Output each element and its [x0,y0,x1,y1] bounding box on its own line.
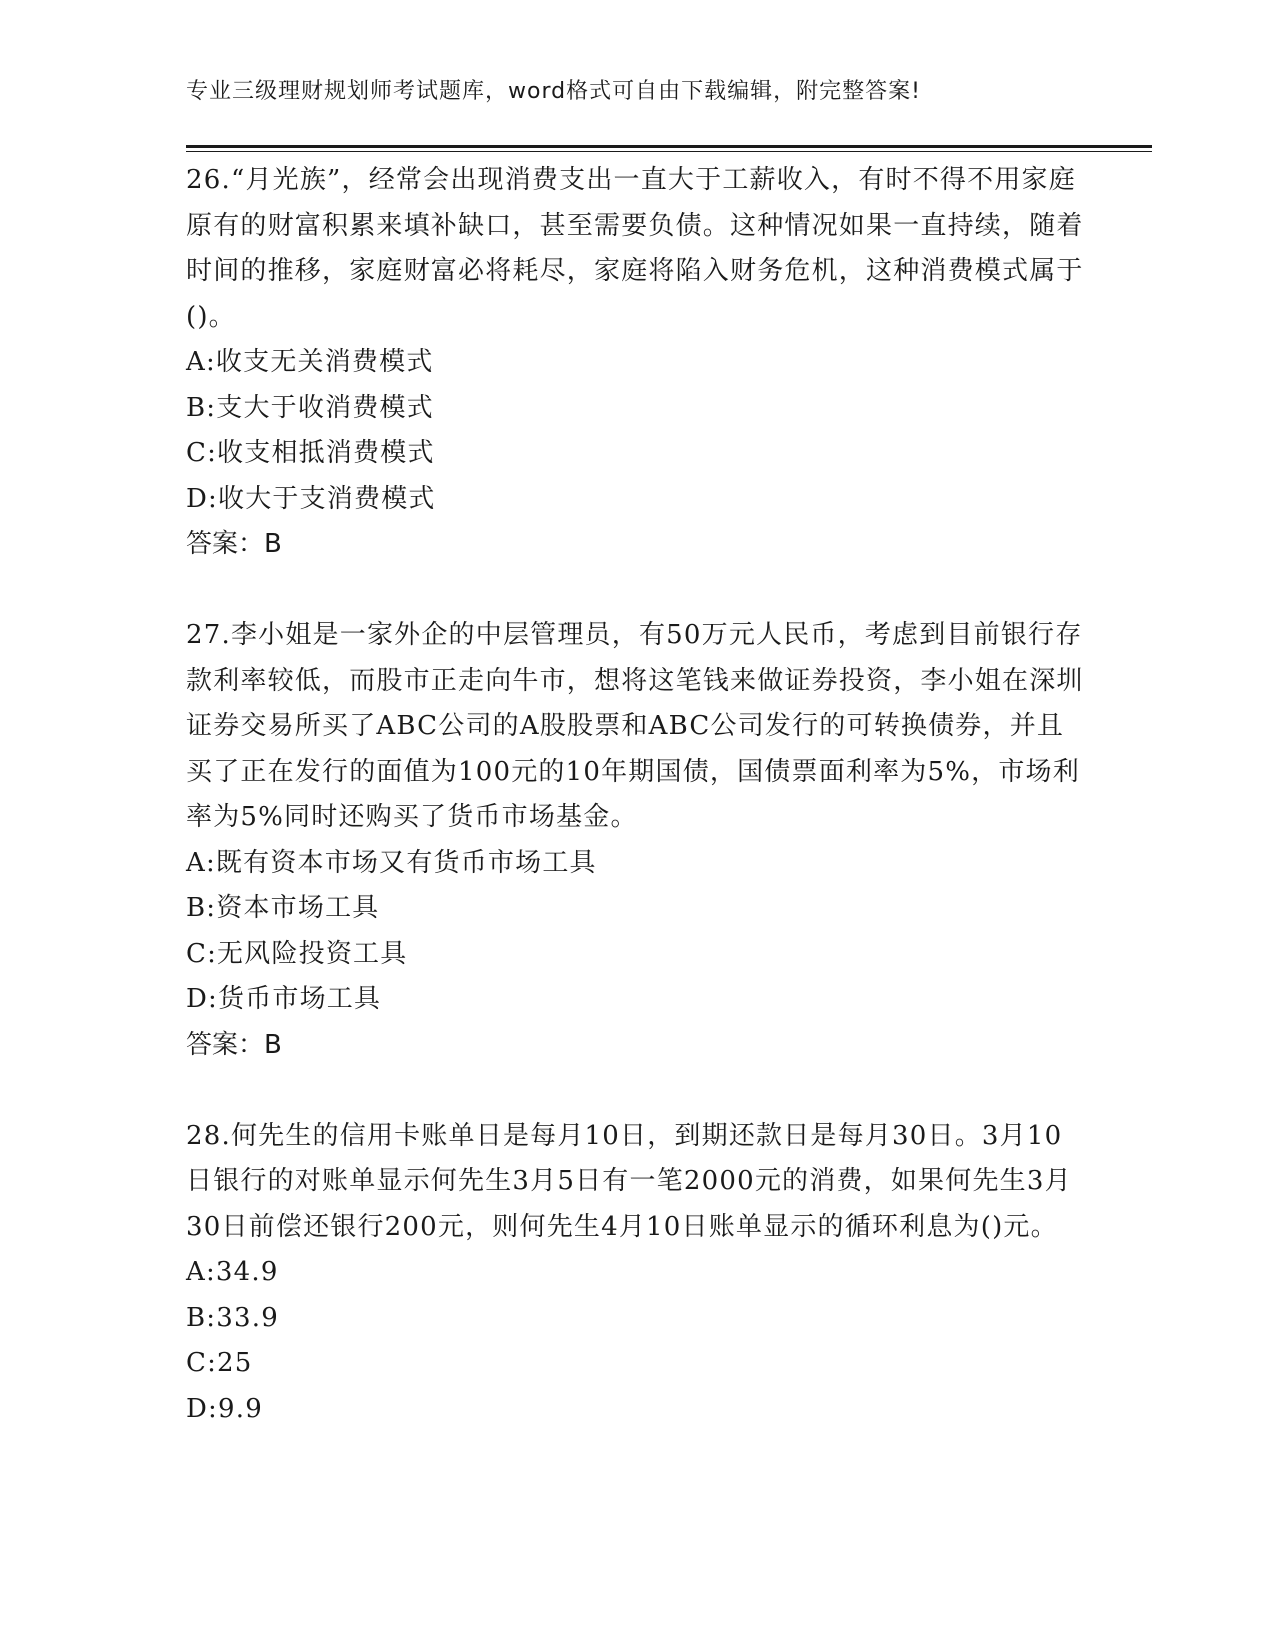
option-c: C:无风险投资工具 [186,938,408,969]
option-b: B:33.9 [186,1302,279,1333]
question-27 [186,613,1086,1068]
answer: 答案：B [186,1029,282,1060]
question-stem: 26.“月光族”，经常会出现消费支出一直大于工薪收入，有时不得不用家庭原有的财富积累来填补缺口，甚至需要负债。这种情况如果一直持续，随着时间的推移，家庭财富必将耗尽，家庭将陷入财务危机，这种消费模式属于()。 [186,165,1084,332]
option-d: D:收大于支消费模式 [186,483,436,514]
option-b: B:资本市场工具 [186,893,380,923]
question-26 [186,158,1086,568]
page-header: 专业三级理财规划师考试题库，word格式可自由下载编辑，附完整答案! [186,79,921,104]
answer: 答案：B [186,529,282,559]
option-a: A:收支无关消费模式 [186,347,434,377]
question-list [186,158,1086,1432]
option-a: A:34.9 [186,1257,279,1287]
header-rule-thin [186,151,1152,152]
question-28 [186,1114,1086,1433]
header-rule-thick [186,145,1152,148]
question-stem: 27.李小姐是一家外企的中层管理员，有50万元人民币，考虑到目前银行存款利率较低，而股市正走向牛市，想将这笔钱来做证券投资，李小姐在深圳证券交易所买了ABC公司的A股股票和ABC公司发行的可转换债券，并且买了正在发行的面值为100元的10年期国债，国债票面利率为5%，市场利率为5%同时还购买了货币市场基金。 [186,620,1084,832]
option-c: C:25 [186,1348,253,1378]
option-c: C:收支相抵消费模式 [186,438,435,468]
question-spacer [186,568,1086,614]
question-stem: 28.何先生的信用卡账单日是每月10日，到期还款日是每月30日。3月10日银行的对账单显示何先生3月5日有一笔2000元的消费，如果何先生3月30日前偿还银行200元，则何先生4月10日账单显示的循环利息为()元。 [186,1120,1072,1242]
option-d: D:9.9 [186,1393,263,1424]
option-d: D:货币市场工具 [186,984,382,1014]
option-b: B:支大于收消费模式 [186,392,434,423]
question-spacer [186,1068,1086,1114]
option-a: A:既有资本市场又有货币市场工具 [186,847,597,878]
